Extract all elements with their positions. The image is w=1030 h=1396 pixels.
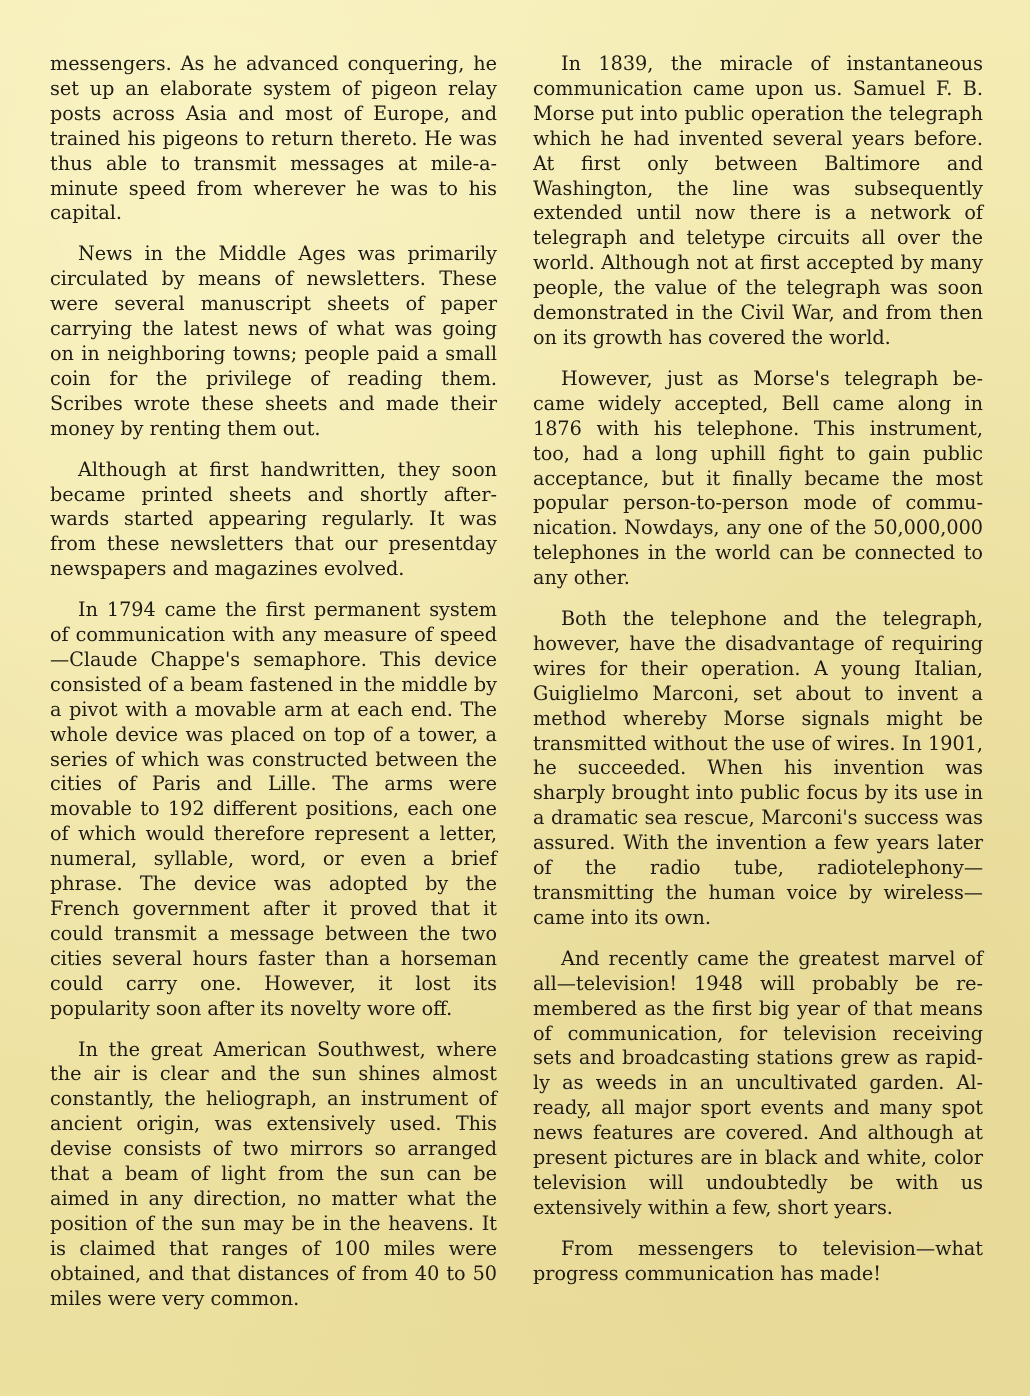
paragraph-chappe-semaphore: In 1794 came the first permanent system of communication with any measure of speed—Claude Chappe's semaphore. This device consisted of a beam fastened in the middle by a pivot with a movable arm at each end. The whole device was placed on top of a tower, a series of which was constructed between the cities of Paris and Lille. The arms were movable to 192 different positions, each one of which would therefore represent a letter, numeral, syllable, word, or even a brief phrase. The device was adopted by the French government after it proved that it could transmit a message between the two cities several hours faster than a horseman could carry one. However, it lost its popularity soon after its novelty wore off. <box>50 598 497 1020</box>
left-text-column <box>50 52 497 1312</box>
paragraph-television: And recently came the greatest marvel of all—television! 1948 will probably be remembered as the first big year of that means of communication, for television receiving sets and broadcasting stations grew as rapidly as weeds in an uncultivated garden. Already, all major sport events and many spot news features are covered. And although at present pictures are in black and white, color television will undoubtedly be with us extensively within a few, short years. <box>533 946 983 1219</box>
paragraph-conclusion: From messengers to television—what progress communication has made! <box>533 1236 983 1285</box>
paragraph-marconi-wireless: Both the telephone and the telegraph, however, have the disadvantage of requiring wires for their operation. A young Italian, Guiglielmo Marconi, set about to invent a method whereby Morse signals might be transmitted without the use of wires. In 1901, he succeeded. When his invention was sharply brought into public focus by its use in a dramatic sea rescue, Marconi's success was assured. With the invention a few years later of the radio tube, radiotelephony—transmitting the human voice by wireless—came into its own. <box>533 607 983 929</box>
right-text-column <box>533 52 983 1287</box>
paragraph-middle-ages-newsletters: News in the Middle Ages was primarily circulated by means of newsletters. These were several manuscript sheets of paper carrying the latest news of what was going on in neighboring towns; people paid a small coin for the privilege of reading them. Scribes wrote these sheets and made their money by renting them out. <box>50 242 497 440</box>
paragraph-morse-telegraph: In 1839, the miracle of instantaneous communication came upon us. Samuel F. B. Morse put into public operation the telegraph which he had invented several years before. At first only between Baltimore and Washington, the line was subsequently extended until now there is a network of telegraph and teletype circuits all over the world. Although not at first accepted by many people, the value of the telegraph was soon demonstrated in the Civil War, and from then on its growth has covered the world. <box>533 52 983 349</box>
paragraph-heliograph: In the great American Southwest, where the air is clear and the sun shines almost constantly, the heliograph, an instrument of ancient origin, was extensively used. This devise consists of two mirrors so arranged that a beam of light from the sun can be aimed in any direction, no matter what the position of the sun may be in the heavens. It is claimed that ranges of 100 miles were obtained, and that distances of from 40 to 50 miles were very common. <box>50 1037 497 1310</box>
paragraph-pigeon-relay: messengers. As he advanced conquering, he set up an elaborate system of pigeon relay posts across Asia and most of Europe, and trained his pigeons to return thereto. He was thus able to transmit messages at mile-a-minute speed from wherever he was to his capital. <box>50 52 497 225</box>
paragraph-bell-telephone: However, just as Morse's telegraph became widely accepted, Bell came along in 1876 with his telephone. This instrument, too, had a long uphill fight to gain public acceptance, but it finally became the most popular person-to-person mode of communication. Nowdays, any one of the 50,000,000 telephones in the world can be connected to any other. <box>533 366 983 590</box>
paragraph-printed-sheets: Although at first handwritten, they soon became printed sheets and shortly afterwards started appearing regularly. It was from these newsletters that our presentday newspapers and magazines evolved. <box>50 457 497 581</box>
